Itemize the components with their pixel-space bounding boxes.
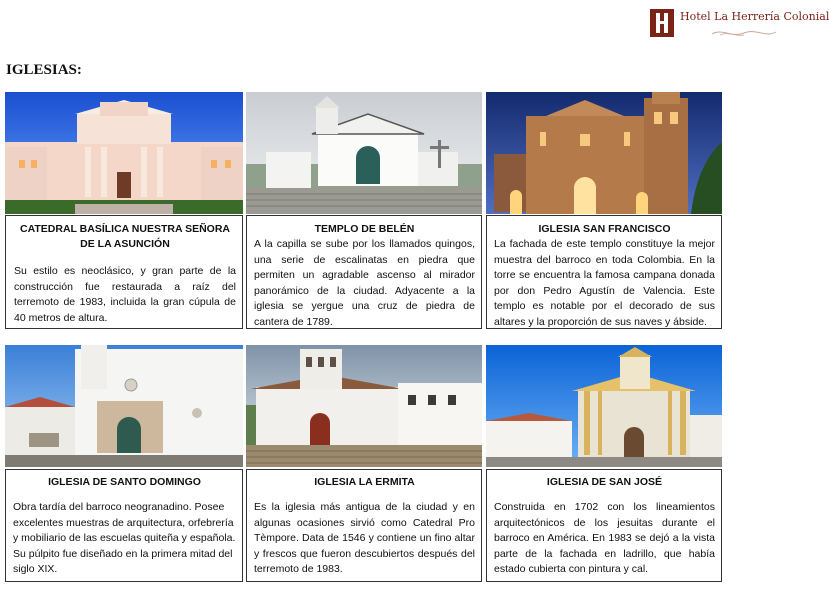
church-photo-san-francisco — [486, 92, 722, 214]
church-title: IGLESIA SAN FRANCISCO — [538, 223, 671, 235]
church-info-box — [486, 469, 722, 582]
church-info-box — [5, 215, 243, 329]
church-description: A la capilla se sube por los llamados quingos, una serie de escalinatas en piedra que permiten un agradable ascenso al mirador panorámico de la ciudad. Adyacente a la iglesia se yergue una cruz de piedra de cantera de 1789. — [254, 238, 475, 328]
logo-swirl-icon — [710, 27, 778, 39]
church-description: Construida en 1702 con los lineamientos arquitectónicos de los jesuitas durante el barroco en América. En 1983 se dejó a la vista parte de la fachada en ladrillo, que había estado cubierta con pintura y cal. — [494, 501, 715, 575]
church-photo-belen — [246, 92, 482, 214]
church-card-la-ermita — [246, 345, 482, 582]
church-card-belen — [246, 92, 482, 329]
church-info-box — [246, 469, 482, 582]
church-card-san-francisco — [486, 92, 722, 329]
logo-mark-icon — [650, 9, 674, 37]
logo-text: Hotel La Herrería Colonial — [680, 10, 829, 23]
church-title: TEMPLO DE BELÉN — [314, 223, 415, 235]
church-title: IGLESIA DE SANTO DOMINGO — [48, 476, 201, 488]
church-title: IGLESIA LA ERMITA — [314, 476, 415, 488]
hotel-logo — [650, 8, 829, 40]
church-description: Es la iglesia más antigua de la ciudad y en algunas ocasiones sirvió como Catedral Pro Tèmpore. Data de 1546 y contiene un fino altar y frescos que fueron descubiertos después del terremoto de 1983. — [254, 501, 475, 575]
church-title: IGLESIA DE SAN JOSÉ — [546, 476, 663, 488]
church-description: Obra tardía del barroco neogranadino. Posee excelentes muestras de arquitectura, orfebrería y mobiliario de las escuelas quiteña y española. Su púlpito fue diseñado en la primera mitad del siglo XIX. — [13, 501, 236, 575]
church-description: Su estilo es neoclásico, y gran parte de la construcción fue restaurada a raíz del terremoto de 1983, incluida la gran cúpula de 40 metros de altura. — [14, 265, 236, 324]
church-description: La fachada de este templo constituye la mejor muestra del barroco en toda Colombia. En la torre se encuentra la famosa campana donada por don Pedro Agustín de Valencia. Este templo es notable por el decorado de sus altares y la proporción de sus naves y ábside. — [494, 238, 715, 328]
church-photo-catedral — [5, 92, 243, 214]
section-title: IGLESIAS: — [6, 62, 82, 78]
church-info-box — [486, 215, 722, 329]
church-info-box — [5, 469, 243, 582]
church-card-santo-domingo — [5, 345, 243, 582]
church-photo-la-ermita — [246, 345, 482, 467]
church-info-box — [246, 215, 482, 329]
church-title: CATEDRAL BASÍLICA NUESTRA SEÑORA DE LA ASUNCIÓN — [19, 223, 230, 250]
church-photo-san-jose — [486, 345, 722, 467]
church-card-catedral — [5, 92, 243, 329]
church-card-san-jose — [486, 345, 722, 582]
church-photo-santo-domingo — [5, 345, 243, 467]
